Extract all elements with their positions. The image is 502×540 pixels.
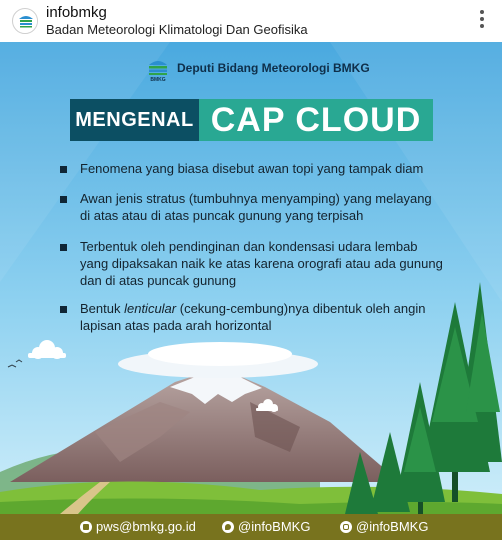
bullet-line: dan di atas puncak gunung (80, 273, 237, 288)
bullet-square-icon (60, 166, 67, 173)
post-header (0, 0, 502, 42)
post-image (0, 42, 502, 514)
bullet-line: Fenomena yang biasa disebut awan topi yang tampak diam (80, 161, 424, 176)
bullet-prefix: Bentuk (80, 301, 125, 316)
contact-footer (0, 514, 502, 540)
bullet-line: di atas atau di atas puncak gunung yang terpisah (80, 208, 364, 223)
brand-text: Deputi Bidang Meteorologi BMKG (177, 61, 370, 75)
bullet-square-icon (60, 244, 67, 251)
account-subtitle: Badan Meteorologi Klimatologi Dan Geofisika (46, 22, 308, 37)
account-avatar[interactable] (12, 8, 38, 34)
twitter-icon (222, 521, 234, 533)
bullet-line: lapisan atas pada arah horizontal (80, 318, 272, 333)
bullet-line: (cekung-cembung)nya dibentuk oleh angin (176, 301, 426, 316)
bullet-square-icon (60, 196, 67, 203)
bmkg-logo-icon (13, 9, 38, 34)
bullet-line: Terbentuk oleh pendinginan dan kondensasi udara lembab (80, 239, 418, 254)
bullet-italic-word: lenticular (124, 301, 177, 316)
twitter-link[interactable]: @infoBMKG (238, 519, 311, 534)
account-name[interactable]: infobmkg (46, 4, 107, 21)
bullet-square-icon (60, 306, 67, 313)
email-link[interactable]: pws@bmkg.go.id (96, 519, 196, 534)
more-vertical-icon[interactable] (476, 8, 488, 30)
bmkg-logo-icon (146, 56, 170, 82)
title-banner (70, 99, 433, 141)
logo-caption: BMKG (150, 77, 166, 82)
instagram-icon (340, 521, 352, 533)
title-left: MENGENAL (70, 99, 199, 141)
bullet-line: Awan jenis stratus (tumbuhnya menyamping) yang melayang (80, 191, 432, 206)
instagram-link[interactable]: @infoBMKG (356, 519, 429, 534)
title-right: CAP CLOUD (199, 99, 433, 141)
email-icon (80, 521, 92, 533)
bullet-line: yang dipaksakan naik ke atas karena orografi atau ada gunung (80, 256, 443, 271)
